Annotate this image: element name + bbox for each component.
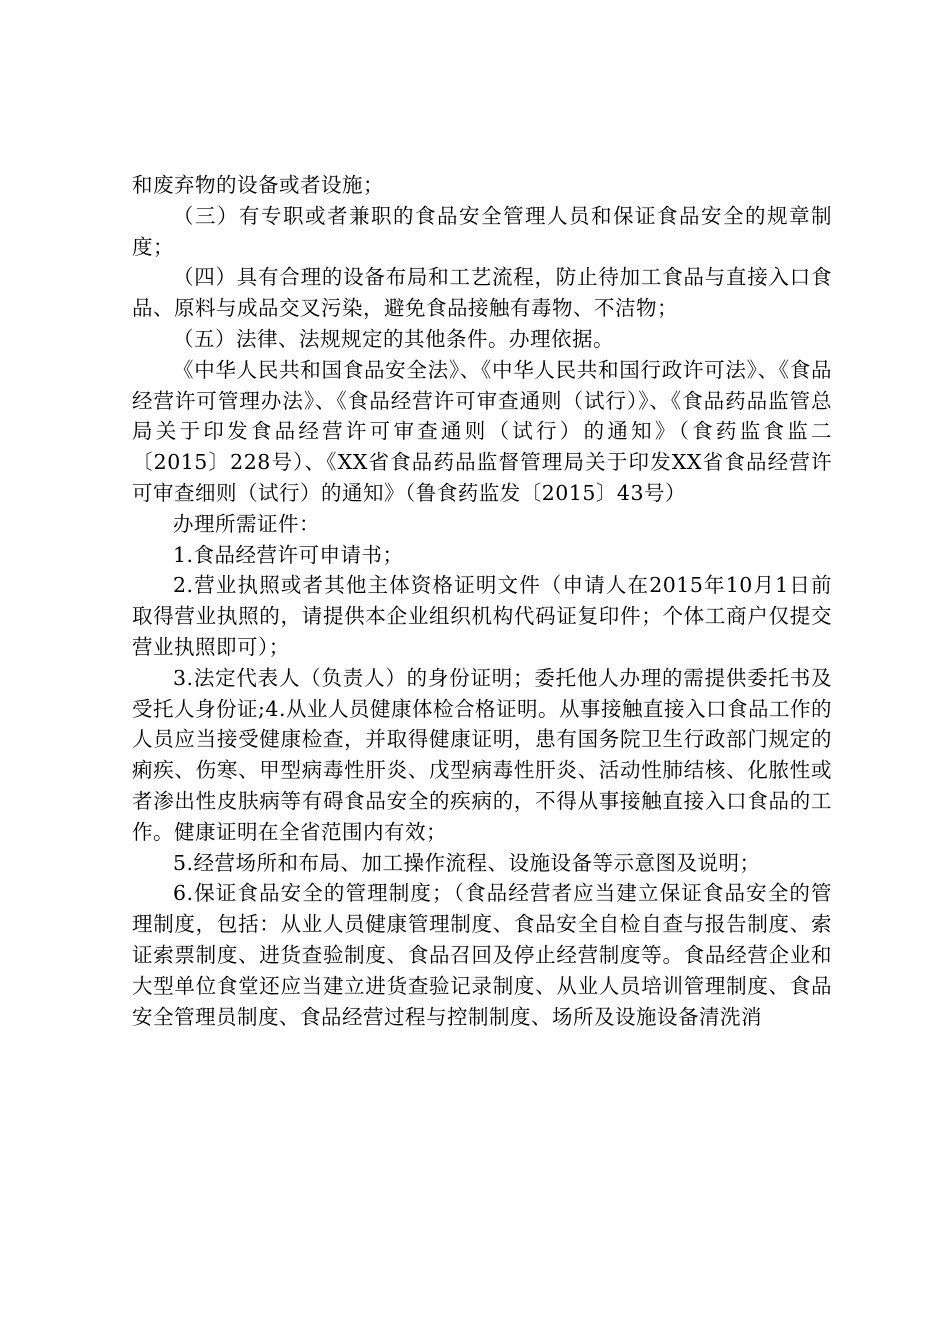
paragraph-document-3-4: 3.法定代表人（负责人）的身份证明；委托他人办理的需提供委托书及受托人身份证;4.从业人员健康体检合格证明。从事接触直接入口食品工作的人员应当接受健康检查，并取得健康证明，患有国务院卫生行政部门规定的痢疾、伤寒、甲型病毒性肝炎、戊型病毒性肝炎、活动性肺结核、化脓性或者渗出性皮肤病等有碍食品安全的疾病的，不得从事接触直接入口食品的工作。健康证明在全省范围内有效；	[132, 665, 832, 844]
paragraph-item-3: （三）有专职或者兼职的食品安全管理人员和保证食品安全的规章制度；	[132, 203, 832, 259]
paragraph-item-5: （五）法律、法规规定的其他条件。办理依据。	[173, 326, 614, 351]
paragraph-document-1: 1.食品经营许可申请书；	[173, 542, 404, 567]
document-body	[132, 170, 832, 1032]
paragraph-document-6: 6.保证食品安全的管理制度；（食品经营者应当建立保证食品安全的管理制度，包括：从业人员健康管理制度、食品安全自检自查与报告制度、索证索票制度、进货查验制度、食品召回及停止经营制度等。食品经营企业和大型单位食堂还应当建立进货查验记录制度、从业人员培训管理制度、食品安全管理员制度、食品经营过程与控制制度、场所及设施设备清洗消	[132, 881, 832, 1029]
paragraph-item-4: （四）具有合理的设备布局和工艺流程，防止待加工食品与直接入口食品、原料与成品交叉污染，避免食品接触有毒物、不洁物；	[132, 265, 832, 321]
paragraph-required-documents-heading: 办理所需证件：	[173, 511, 320, 536]
paragraph-document-2: 2.营业执照或者其他主体资格证明文件（申请人在2015年10月1日前取得营业执照的，请提供本企业组织机构代码证复印件；个体工商户仅提交营业执照即可）；	[132, 573, 832, 659]
paragraph-continuation: 和废弃物的设备或者设施；	[132, 173, 384, 197]
paragraph-document-5: 5.经营场所和布局、加工操作流程、设施设备等示意图及说明；	[173, 850, 761, 875]
paragraph-legal-basis: 《中华人民共和国食品安全法》、《中华人民共和国行政许可法》、《食品经营许可管理办法》、《食品经营许可审查通则（试行）》、《食品药品监管总局关于印发食品经营许可审查通则（试行）的通知》（食药监食监二〔2015〕228号）、《XX省食品药品监督管理局关于印发XX省食品经营许可审查细则（试行）的通知》（鲁食药监发〔2015〕43号）	[132, 357, 832, 505]
